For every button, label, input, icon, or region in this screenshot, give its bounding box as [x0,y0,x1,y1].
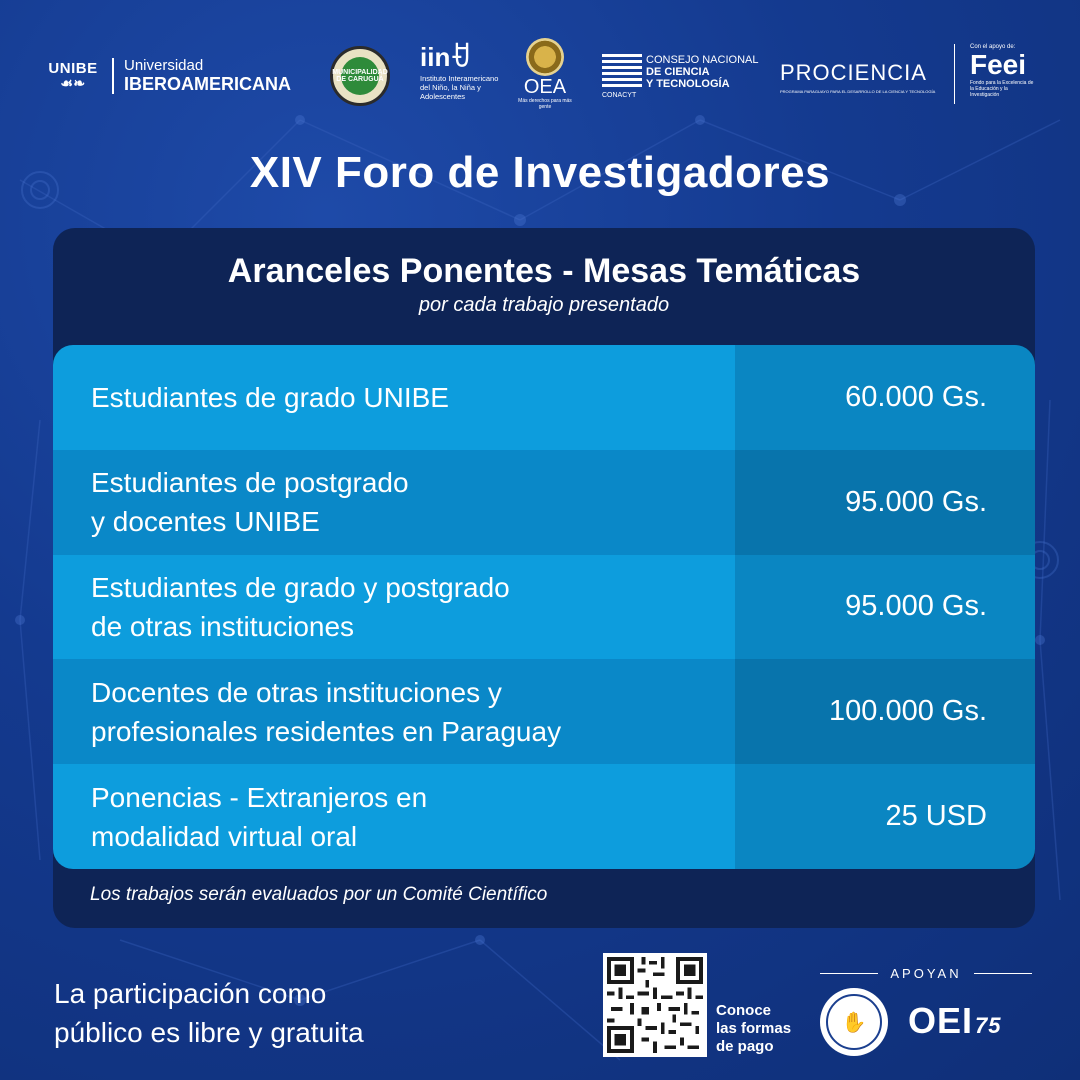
panel-title: Aranceles Ponentes - Mesas Temáticas [227,252,861,290]
iin-mark-text: iin [420,42,451,72]
fee-category [53,345,735,450]
conacyt-caption: CONACYT [602,92,637,99]
hands-icon: ✋ [826,994,882,1050]
fee-row [53,659,1035,764]
fee-category-line2: de otras instituciones [91,610,355,642]
feei-subtitle: Fondo para la Excelencia de la Educación y la Investigación [970,80,1034,98]
unibe-wordmark [124,58,291,94]
conacyt-logo [602,54,759,99]
fee-category [53,555,735,660]
carugua-seal-logo [330,46,390,106]
oei-logo [908,1000,1002,1042]
unibe-line1: Universidad [124,57,204,74]
divider [974,973,1032,974]
fee-category-line1: Estudiantes de grado UNIBE [91,381,449,413]
oea-logo [514,38,576,110]
conacyt-line3: Y TECNOLOGÍA [646,78,730,90]
feei-name: Feei [970,49,1027,80]
evaluation-note: Los trabajos serán evaluados por un Comité Científico [90,884,548,905]
feei-logo [970,44,1034,98]
unibe-logo [44,58,291,94]
conacyt-stripes-icon [602,54,642,88]
fee-category-line2: profesionales residentes en Paraguay [91,715,562,747]
public-participation-text [54,974,364,1052]
fee-row [53,764,1035,869]
conacyt-line1: CONSEJO NACIONAL [646,54,759,66]
fees-table [53,345,1035,869]
qr-caption-line2: las formas [716,1020,792,1037]
fee-category [53,450,735,555]
event-title: XIV Foro de Investigadores [249,148,831,197]
supporters-heading [820,966,1032,980]
unibe-mark-text: UNIBE [48,60,98,77]
prociencia-name: PROCIENCIA [780,60,927,85]
fee-category-line1: Docentes de otras instituciones y [91,676,502,708]
unibe-birds-icon: ☙❧ [60,75,86,91]
fee-row [53,345,1035,450]
qr-caption-line1: Conoce [716,1002,772,1019]
fee-category-line1: Estudiantes de postgrado [91,467,409,499]
iin-text: Instituto Interamericano del Niño, la Niña y Adolescentes [420,74,499,101]
fee-price: 95.000 Gs. [735,555,1035,660]
prociencia-logo [780,60,935,94]
public-line1: La participación como [54,978,327,1009]
prociencia-subtitle: PROGRAMA PARAGUAYO PARA EL DESARROLLO DE LA CIENCIA Y TECNOLOGÍA [780,89,936,94]
unibe-mark [44,61,102,91]
iin-figures-icon: ꀀ [450,42,471,72]
fee-row [53,450,1035,555]
unibe-line2: IBEROAMERICANA [124,74,292,94]
fee-category-line1: Ponencias - Extranjeros en [91,781,428,813]
fee-row [53,555,1035,660]
fee-category-line1: Estudiantes de grado y postgrado [91,571,510,603]
sponsor-logo-bar [40,38,1040,118]
conacyt-wordmark [646,54,758,90]
fee-category [53,764,735,869]
public-line2: público es libre y gratuita [54,1017,364,1048]
feei-caption: Con el apoyo de: [970,44,1016,50]
qr-caption [716,1002,791,1056]
carugua-seal-text: MUNICIPALIDAD DE CARUGUÁ [341,57,379,95]
oea-tagline: Más derechos para más gente [518,98,572,110]
supporters-label: APOYAN [890,965,962,981]
panel-subtitle: por cada trabajo presentado [418,294,670,316]
fee-category [53,659,735,764]
iin-mark [420,44,500,70]
payment-qr-code[interactable] [603,953,707,1057]
sociedad-pediatria-logo [820,988,888,1056]
fee-price: 100.000 Gs. [735,659,1035,764]
qr-caption-line3: de pago [716,1038,774,1055]
qr-code-icon [607,957,703,1053]
feei-divider [954,44,955,104]
iin-logo [420,44,500,101]
oei-name: OEI [908,1000,974,1041]
fee-category-line2: y docentes UNIBE [91,506,320,538]
conacyt-line2: DE CIENCIA [646,66,710,78]
divider [820,973,878,974]
fee-price: 95.000 Gs. [735,450,1035,555]
fee-price: 60.000 Gs. [735,345,1035,450]
oea-seal-icon [526,38,564,76]
oea-name: OEA [523,76,567,98]
fee-category-line2: modalidad virtual oral [91,820,358,852]
oei-75-icon: 75 [975,1013,1002,1038]
unibe-divider [112,58,114,94]
fee-price: 25 USD [735,764,1035,869]
